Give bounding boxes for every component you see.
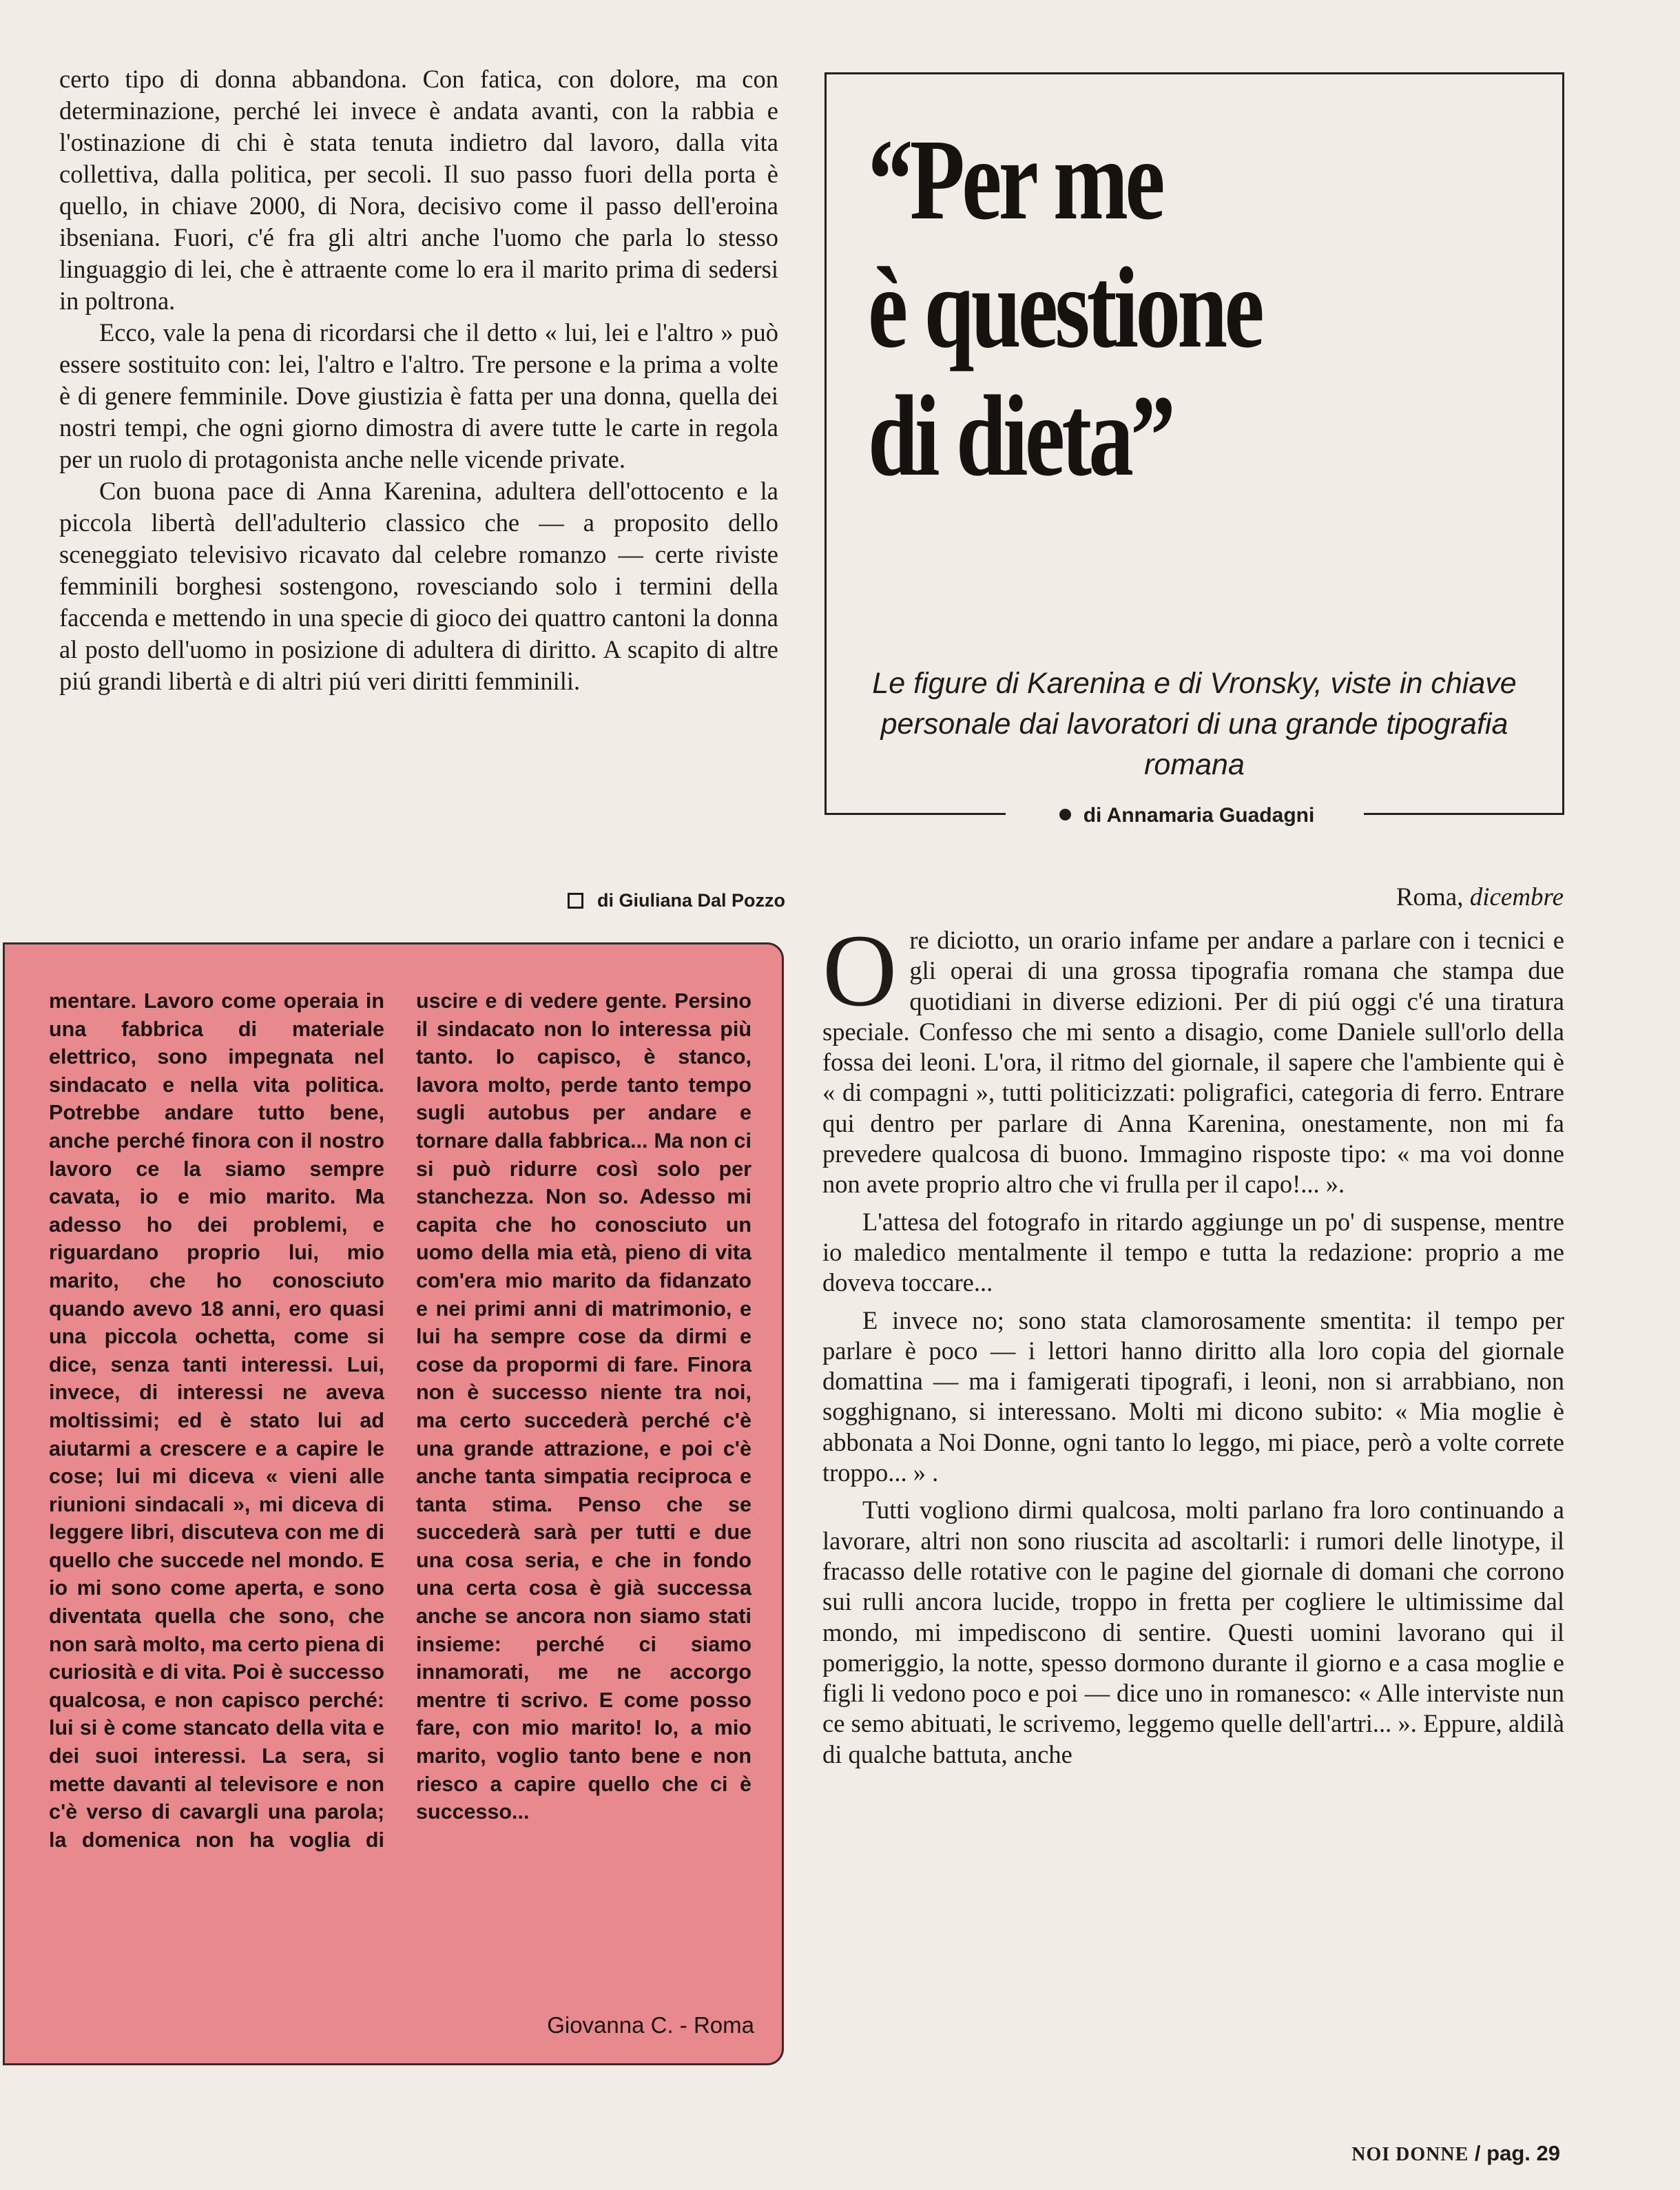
- magazine-logo: NOI DONNE: [1351, 2144, 1469, 2165]
- headline: [868, 116, 1513, 500]
- right-article: [822, 913, 1564, 1777]
- dateline-city: Roma,: [1396, 883, 1464, 911]
- dateline-month: dicembre: [1469, 883, 1564, 911]
- letter-box: [3, 942, 784, 2065]
- right-paragraph-1: [822, 913, 1564, 1200]
- left-article: [59, 63, 778, 697]
- page-number: pag. 29: [1486, 2141, 1560, 2165]
- dateline: [1309, 882, 1564, 913]
- right-byline-text: di Annamaria Guadagni: [1083, 804, 1315, 827]
- headline-line-3: di dieta”: [868, 372, 1173, 500]
- letter-text: mentare. Lavoro come operaia in una fabbrica di materiale elettrico, sono impegnata nel sindacato e nella vita politica. Potrebbe andare tutto bene, anche perché finora con il nostro lavoro ce la siamo sempre cavata, io e mio marito. Ma adesso ho dei problemi, e riguardano proprio lui, mio marito, che ho conosciuto quando avevo 18 anni, ero quasi una piccola ochetta, come si dice, senza tanti interessi. Lui, invece, di interessi ne aveva moltissimi; ed è stato lui ad aiutarmi a crescere e a capire le cose; lui mi diceva « vieni alle riunioni sindacali », mi diceva di leggere libri, discuteva con me di quello che succede nel mondo. E io mi sono come aperta, e sono diventata quella che sono, che non sarà molto, ma certo piena di curiosità e di vita. Poi è successo qualcosa, e non capisco perché: lui si è come stancato della vita e dei suoi interessi. La sera, si mette davanti al televisore e non c'è verso di cavargli una parola; la domenica non ha voglia di uscire e di vedere gente. Persino il sindacato non lo interessa più tanto. Io capisco, è stanco, lavora molto, perde tanto tempo sugli autobus per andare e tornare dalla fabbrica... Ma non ci si può ridurre così solo per stanchezza. Non so. Adesso mi capita che ho conosciuto un uomo della mia età, pieno di vita com'era mio marito da fidanzato e nei primi anni di matrimonio, e lui ha sempre cose da dirmi e cose da propormi di fare. Finora non è successo niente tra noi, ma certo succederà perché c'è una grande attrazione, e poi c'è anche tanta simpatia reciproca e tanta stima. Penso che se succederà sarà per tutti e due una cosa seria, e che in fondo una certa cosa è già successa anche se ancora non siamo stati insieme: perché ci siamo innamorati, me ne accorgo mentre ti scrivo. E come posso fare, con mio marito! Io, a mio marito, voglio tanto bene e non riesco a capire quello che ci è successo...: [49, 989, 751, 1852]
- right-paragraph-2: L'attesa del fotografo in ritardo aggiunge un po' di suspense, mentre io maledico mentalmente il tempo e tutta la redazione: proprio a me doveva toccare...: [822, 1207, 1564, 1297]
- right-byline: [1015, 804, 1359, 827]
- square-bullet-icon: [568, 893, 583, 909]
- drop-cap: O: [822, 913, 898, 1028]
- left-paragraph-2: Ecco, vale la pena di ricordarsi che il detto « lui, lei e l'altro » può essere sostituito con: lei, l'altro e l'altro. Tre persone e la prima a volte è di genere femminile. Dove giustizia è fatta per una donna, quella dei nostri tempi, che ogni giorno dimostra di avere tutte le carte in regola per un ruolo di protagonista anche nelle vicende private.: [59, 318, 778, 473]
- title-box: [825, 72, 1564, 815]
- standfirst: Le figure di Karenina e di Vronsky, viste in chiave personale dai lavoratori di una grande tipografia romana: [872, 667, 1517, 781]
- footer-separator: /: [1474, 2141, 1481, 2165]
- right-paragraph-3: E invece no; sono stata clamorosamente smentita: il tempo per parlare è poco — i lettori hanno diritto alla loro copia del giornale domattina — ma i famigerati tipografi, i leoni, non si arrabbiano, non sogghignano, si interessano. Molti mi dicono subito: « Mia moglie è abbonata a Noi Donne, ogni tanto lo leggo, mi piace, però a volte correte troppo... » .: [822, 1305, 1564, 1487]
- page-footer: [1326, 2141, 1560, 2166]
- headline-line-1: “Per me: [868, 116, 1162, 244]
- headline-line-2: è questione: [868, 244, 1261, 372]
- left-paragraph-1: certo tipo di donna abbandona. Con fatica, con dolore, ma con determinazione, perché lei invece è andata avanti, con la rabbia e l'ostinazione di chi è stata tenuta indietro dal lavoro, dalla vita collettiva, dalla politica, per secoli. Il suo passo fuori della porta è quello, in chiave 2000, di Nora, decisivo come il passo dell'eroina ibseniana. Fuori, c'é fra gli altri anche l'uomo che parla lo stesso linguaggio di lei, che è attraente come lo era il marito prima di sedersi in poltrona.: [59, 65, 778, 315]
- dot-bullet-icon: [1059, 809, 1071, 820]
- right-paragraph-1-text: re diciotto, un orario infame per andare a parlare con i tecnici e gli operai di una grossa tipografia romana che stampa due quotidiani in diverse edizioni. Per di piú oggi c'é una tiratura speciale. Confesso che mi sento a disagio, come Daniele sull'orlo della fossa dei leoni. L'ora, il ritmo del giornale, il sapere che l'ambiente qui è « di compagni », tutti politicizzati: poligrafici, categoria di ferro. Entrare qui dentro per parlare di Anna Karenina, onestamente, non mi fa prevedere qualcosa di buono. Immagino risposte tipo: « ma voi donne non avete proprio altro che vi frulla per il capo!... ».: [822, 926, 1564, 1199]
- left-byline: [482, 890, 785, 911]
- right-paragraph-4: Tutti vogliono dirmi qualcosa, molti parlano fra loro continuando a lavorare, altri non sono riuscita ad ascoltarli: i rumori delle linotype, il fracasso delle rotative con le pagine del giornale di domani che corrono sui rulli ancora lucide, troppo in fretta per cogliere le ultimissime dal mondo, mi impediscono di sentire. Questi uomini lavorano qui il pomeriggio, la notte, spesso dormono durante il giorno e a casa moglie e figli li vedono poco e poi — dice uno in romanesco: « Alle interviste nun ce semo abituati, le scrivemo, leggemo quelle dell'artri... ». Eppure, aldilà di qualche battuta, anche: [822, 1496, 1564, 1768]
- letter-signature: Giovanna C. - Roma: [547, 2012, 754, 2038]
- left-paragraph-3: Con buona pace di Anna Karenina, adultera dell'ottocento e la piccola libertà dell'adulterio classico che — a proposito dello sceneggiato televisivo ricavato dal celebre romanzo — certe riviste femminili borghesi sostengono, rovesciando solo i termini della faccenda e mettendo in una specie di gioco dei quattro cantoni la donna al posto dell'uomo in posizione di adultera di diritto. A scapito di altre piú grandi libertà e di altri piú veri diritti femminili.: [59, 477, 778, 695]
- left-byline-text: di Giuliana Dal Pozzo: [597, 890, 785, 911]
